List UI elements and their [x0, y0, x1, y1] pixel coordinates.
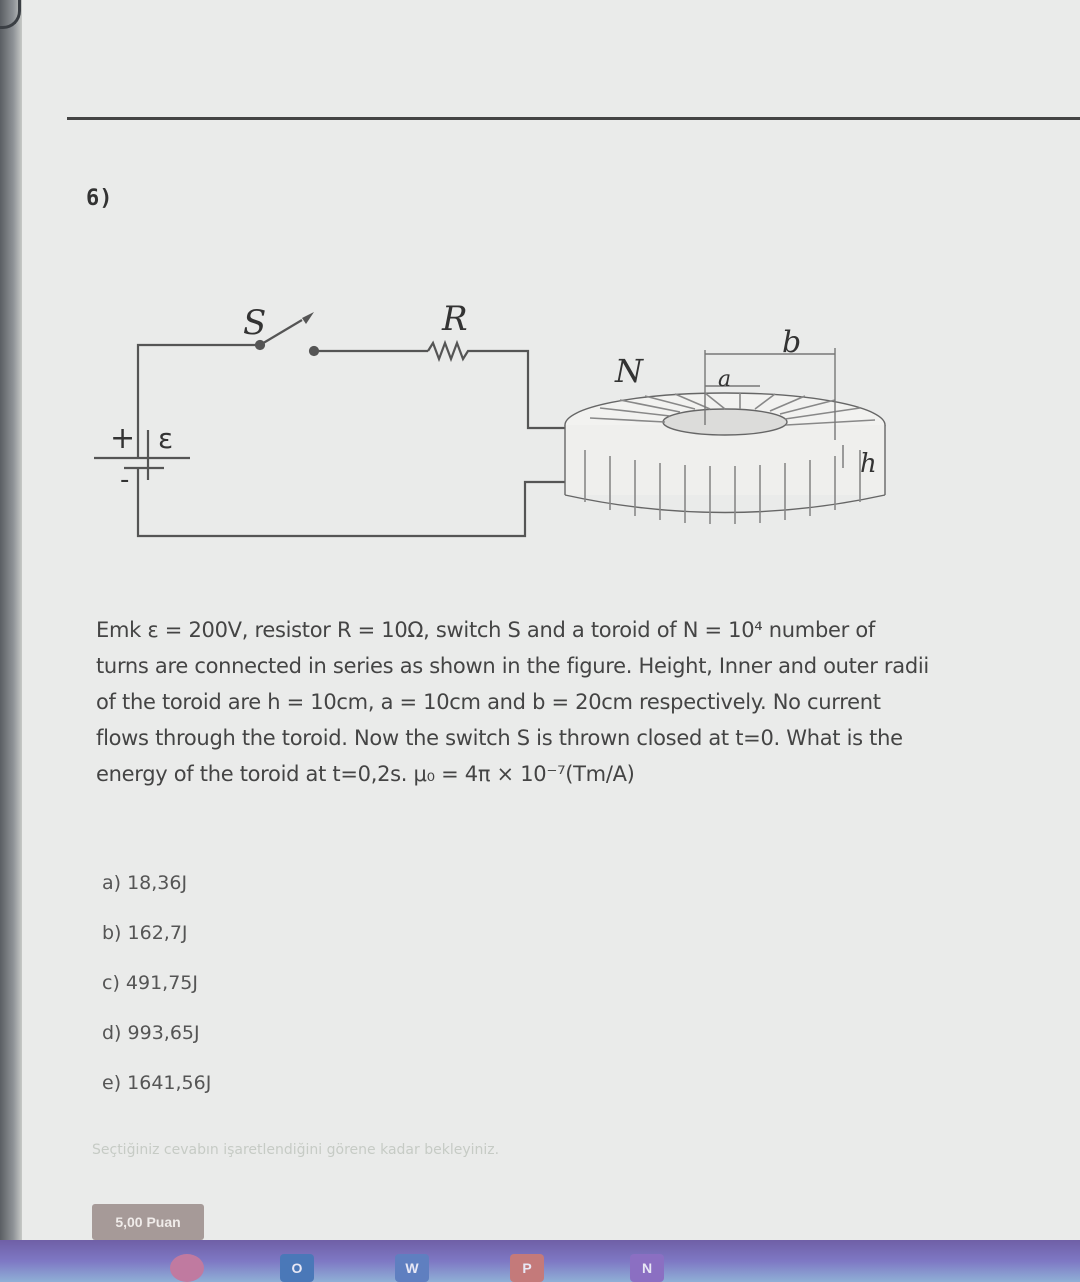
inner-radius-label: a	[718, 367, 732, 392]
answer-options	[102, 868, 211, 1118]
switch-blade	[260, 320, 302, 345]
powerpoint-icon[interactable]: P	[510, 1254, 544, 1282]
outer-radius-label: b	[782, 325, 802, 360]
option-b[interactable]: b) 162,7J	[102, 922, 188, 944]
minus-sign: -	[120, 465, 130, 495]
question-divider	[67, 117, 1080, 120]
problem-statement	[96, 612, 1026, 792]
question-number: 6)	[86, 186, 113, 211]
problem-line-3: of the toroid are h = 10cm, a = 10cm and b = 20cm respectively. No current	[96, 690, 881, 714]
points-badge: 5,00 Puan	[92, 1204, 204, 1240]
height-label: h	[860, 449, 877, 479]
problem-line-1: Emk ε = 200V, resistor R = 10Ω, switch S and a toroid of N = 10⁴ number of	[96, 618, 875, 642]
switch-label: S	[243, 303, 267, 343]
word-icon[interactable]: W	[395, 1254, 429, 1282]
browser-icon[interactable]	[170, 1254, 204, 1282]
problem-line-4: flows through the toroid. Now the switch S is thrown closed at t=0. What is the	[96, 726, 903, 750]
wire-bottom	[138, 468, 580, 536]
switch-arrow	[302, 312, 314, 324]
option-c[interactable]: c) 491,75J	[102, 972, 198, 994]
option-d[interactable]: d) 993,65J	[102, 1022, 200, 1044]
toroid	[565, 393, 885, 524]
emf-symbol: ε	[158, 422, 174, 455]
outlook-icon[interactable]: O	[280, 1254, 314, 1282]
screen-bezel-left	[0, 0, 22, 1240]
taskbar	[0, 1240, 1080, 1282]
wire-top-left	[138, 345, 258, 458]
turns-label: N	[615, 352, 643, 390]
option-e[interactable]: e) 1641,56J	[102, 1072, 212, 1094]
onenote-icon[interactable]: N	[630, 1254, 664, 1282]
option-a[interactable]: a) 18,36J	[102, 872, 188, 894]
circuit-figure	[80, 290, 900, 550]
problem-line-5: energy of the toroid at t=0,2s. μ₀ = 4π × 10⁻⁷(Tm/A)	[96, 762, 635, 786]
problem-line-2: turns are connected in series as shown in the figure. Height, Inner and outer radii	[96, 654, 929, 678]
resistor-label: R	[442, 299, 468, 339]
resistor-zigzag	[428, 343, 590, 428]
wait-notice: Seçtiğiniz cevabın işaretlendiğini görene kadar bekleyiniz.	[92, 1142, 500, 1158]
plus-sign: +	[110, 421, 136, 456]
